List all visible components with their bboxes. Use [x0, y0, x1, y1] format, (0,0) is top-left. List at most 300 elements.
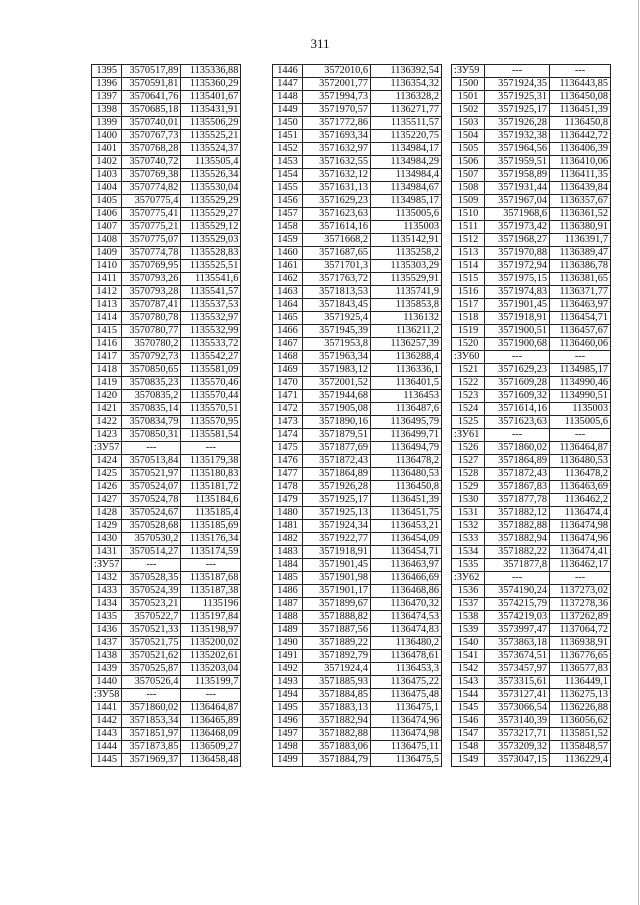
point-number: 1447 [273, 78, 303, 91]
point-number: 1498 [273, 741, 303, 754]
x-coordinate: 3571632,55 [303, 156, 371, 169]
table-row [452, 403, 611, 416]
table-row [92, 754, 241, 767]
y-coordinate: 1137064,72 [550, 624, 611, 637]
point-number: 1499 [273, 754, 303, 767]
table-row [452, 260, 611, 273]
table-row [452, 221, 611, 234]
x-coordinate: 3571701,3 [303, 260, 371, 273]
point-number: 1528 [452, 468, 485, 481]
x-coordinate: 3570517,89 [122, 65, 181, 78]
table-row [452, 377, 611, 390]
x-coordinate: 3570775,07 [122, 234, 181, 247]
table-row [273, 663, 442, 676]
table-row [273, 559, 442, 572]
point-number: 1481 [273, 520, 303, 533]
x-coordinate: 3573127,41 [485, 689, 550, 702]
x-coordinate: 3571873,85 [122, 741, 181, 754]
point-number: 1409 [92, 247, 122, 260]
table-row [452, 195, 611, 208]
table-row [92, 494, 241, 507]
y-coordinate: 1136776,65 [550, 650, 611, 663]
table-row [452, 637, 611, 650]
placeholder-dash: --- [181, 559, 241, 572]
point-number: 1427 [92, 494, 122, 507]
point-number: 1408 [92, 234, 122, 247]
table-row [92, 208, 241, 221]
x-coordinate: 3571632,97 [303, 143, 371, 156]
y-coordinate: 1135848,57 [550, 741, 611, 754]
table-row [273, 65, 442, 78]
y-coordinate: 1135181,72 [181, 481, 241, 494]
point-number: 1451 [273, 130, 303, 143]
point-number: 1541 [452, 650, 485, 663]
x-coordinate: 3571882,94 [303, 715, 371, 728]
y-coordinate: 1136474,98 [371, 728, 442, 741]
table-row [273, 598, 442, 611]
point-number: 1412 [92, 286, 122, 299]
table-row [92, 585, 241, 598]
x-coordinate: 3571968,6 [485, 208, 550, 221]
point-number: 1431 [92, 546, 122, 559]
point-number: 1483 [273, 546, 303, 559]
parcel-label: :ЗУ61 [452, 429, 485, 442]
table-row [273, 728, 442, 741]
point-number: 1396 [92, 78, 122, 91]
y-coordinate: 1136478,2 [550, 468, 611, 481]
y-coordinate: 1135532,97 [181, 312, 241, 325]
point-number: 1455 [273, 182, 303, 195]
x-coordinate: 3573209,32 [485, 741, 550, 754]
x-coordinate: 3571851,97 [122, 728, 181, 741]
x-coordinate: 3571882,22 [485, 546, 550, 559]
x-coordinate: 3573066,54 [485, 702, 550, 715]
point-number: 1398 [92, 104, 122, 117]
y-coordinate: 1135176,34 [181, 533, 241, 546]
x-coordinate: 3571867,83 [485, 481, 550, 494]
y-coordinate: 1136439,84 [550, 182, 611, 195]
y-coordinate: 1135741,9 [371, 286, 442, 299]
point-number: 1479 [273, 494, 303, 507]
y-coordinate: 1135198,97 [181, 624, 241, 637]
parcel-label: :ЗУ57 [92, 559, 122, 572]
x-coordinate: 3571864,89 [303, 468, 371, 481]
x-coordinate: 3571772,86 [303, 117, 371, 130]
point-number: 1411 [92, 273, 122, 286]
x-coordinate: 3574190,24 [485, 585, 550, 598]
point-number: 1507 [452, 169, 485, 182]
y-coordinate: 1135525,21 [181, 130, 241, 143]
x-coordinate: 3570775,21 [122, 221, 181, 234]
table-row [452, 299, 611, 312]
x-coordinate: 3571623,63 [485, 416, 550, 429]
x-coordinate: 3570526,4 [122, 676, 181, 689]
y-coordinate: 1135524,37 [181, 143, 241, 156]
point-number: 1437 [92, 637, 122, 650]
section-header-row [92, 689, 241, 702]
table-row [92, 481, 241, 494]
y-coordinate: 1136453,21 [371, 520, 442, 533]
y-coordinate: 1134985,17 [371, 195, 442, 208]
table-row [273, 208, 442, 221]
x-coordinate: 3571918,91 [485, 312, 550, 325]
point-number: 1439 [92, 663, 122, 676]
table-row [92, 299, 241, 312]
point-number: 1502 [452, 104, 485, 117]
point-number: 1421 [92, 403, 122, 416]
table-row [273, 520, 442, 533]
point-number: 1441 [92, 702, 122, 715]
point-number: 1395 [92, 65, 122, 78]
point-number: 1530 [452, 494, 485, 507]
x-coordinate: 3571883,06 [303, 741, 371, 754]
point-number: 1535 [452, 559, 485, 572]
point-number: 1490 [273, 637, 303, 650]
y-coordinate: 1136449,1 [550, 676, 611, 689]
point-number: 1435 [92, 611, 122, 624]
table-row [452, 715, 611, 728]
y-coordinate: 1135203,04 [181, 663, 241, 676]
y-coordinate: 1136480,53 [550, 455, 611, 468]
x-coordinate: 3571668,2 [303, 234, 371, 247]
x-coordinate: 3571883,13 [303, 702, 371, 715]
x-coordinate: 3571884,79 [303, 754, 371, 767]
y-coordinate: 1136391,7 [550, 234, 611, 247]
x-coordinate: 3571629,23 [303, 195, 371, 208]
placeholder-dash: --- [485, 351, 550, 364]
y-coordinate: 1136474,96 [371, 715, 442, 728]
x-coordinate: 3571918,91 [303, 546, 371, 559]
table-row [452, 585, 611, 598]
y-coordinate: 1135570,46 [181, 377, 241, 390]
section-header-row [452, 65, 611, 78]
parcel-label: :ЗУ58 [92, 689, 122, 702]
point-number: 1504 [452, 130, 485, 143]
point-number: 1410 [92, 260, 122, 273]
point-number: 1417 [92, 351, 122, 364]
table-row [273, 91, 442, 104]
y-coordinate: 1136450,8 [550, 117, 611, 130]
point-number: 1525 [452, 416, 485, 429]
y-coordinate: 1134985,17 [550, 364, 611, 377]
x-coordinate: 3571901,45 [303, 559, 371, 572]
point-number: 1514 [452, 260, 485, 273]
point-number: 1513 [452, 247, 485, 260]
table-row [92, 663, 241, 676]
x-coordinate: 3573315,61 [485, 676, 550, 689]
parcel-label: :ЗУ60 [452, 351, 485, 364]
point-number: 1545 [452, 702, 485, 715]
point-number: 1444 [92, 741, 122, 754]
table-row [273, 624, 442, 637]
point-number: 1403 [92, 169, 122, 182]
x-coordinate: 3571963,34 [303, 351, 371, 364]
y-coordinate: 1137262,89 [550, 611, 611, 624]
table-row [452, 676, 611, 689]
x-coordinate: 3571629,23 [485, 364, 550, 377]
point-number: 1475 [273, 442, 303, 455]
x-coordinate: 3570523,21 [122, 598, 181, 611]
table-row [92, 598, 241, 611]
point-number: 1515 [452, 273, 485, 286]
section-header-row [452, 351, 611, 364]
table-row [273, 676, 442, 689]
table-row [452, 559, 611, 572]
y-coordinate: 1136442,72 [550, 130, 611, 143]
y-coordinate: 1135529,29 [181, 195, 241, 208]
point-number: 1493 [273, 676, 303, 689]
y-coordinate: 1136494,79 [371, 442, 442, 455]
x-coordinate: 3573863,18 [485, 637, 550, 650]
x-coordinate: 3571901,98 [303, 572, 371, 585]
y-coordinate: 1136229,4 [550, 754, 611, 767]
y-coordinate: 1135187,68 [181, 572, 241, 585]
point-number: 1526 [452, 442, 485, 455]
table-row [273, 104, 442, 117]
y-coordinate: 1136458,48 [181, 754, 241, 767]
x-coordinate: 3571964,56 [485, 143, 550, 156]
y-coordinate: 1136509,27 [181, 741, 241, 754]
x-coordinate: 3571900,68 [485, 338, 550, 351]
table-row [452, 507, 611, 520]
table-row [92, 520, 241, 533]
y-coordinate: 1135005,6 [371, 208, 442, 221]
x-coordinate: 3571959,51 [485, 156, 550, 169]
point-number: 1511 [452, 221, 485, 234]
y-coordinate: 1136257,39 [371, 338, 442, 351]
x-coordinate: 3571944,68 [303, 390, 371, 403]
x-coordinate: 3571958,89 [485, 169, 550, 182]
x-coordinate: 3571924,35 [485, 78, 550, 91]
y-coordinate: 1136392,54 [371, 65, 442, 78]
parcel-label: :ЗУ57 [92, 442, 122, 455]
placeholder-dash: --- [122, 559, 181, 572]
point-number: 1426 [92, 481, 122, 494]
table-row [273, 468, 442, 481]
x-coordinate: 3571900,51 [485, 325, 550, 338]
x-coordinate: 3571609,28 [485, 377, 550, 390]
point-number: 1450 [273, 117, 303, 130]
x-coordinate: 3570524,78 [122, 494, 181, 507]
table-row [273, 429, 442, 442]
y-coordinate: 1135199,7 [181, 676, 241, 689]
x-coordinate: 3570775,41 [122, 208, 181, 221]
table-row [452, 520, 611, 533]
placeholder-dash: --- [122, 689, 181, 702]
y-coordinate: 1136386,78 [550, 260, 611, 273]
table-row [273, 390, 442, 403]
point-number: 1506 [452, 156, 485, 169]
point-number: 1532 [452, 520, 485, 533]
y-coordinate: 1136361,52 [550, 208, 611, 221]
x-coordinate: 3571925,31 [485, 91, 550, 104]
y-coordinate: 1135529,12 [181, 221, 241, 234]
section-header-row [92, 559, 241, 572]
y-coordinate: 1136474,4 [550, 507, 611, 520]
point-number: 1438 [92, 650, 122, 663]
table-row [273, 533, 442, 546]
point-number: 1482 [273, 533, 303, 546]
y-coordinate: 1136450,8 [371, 481, 442, 494]
y-coordinate: 1135505,4 [181, 156, 241, 169]
point-number: 1505 [452, 143, 485, 156]
point-number: 1442 [92, 715, 122, 728]
table-row [92, 182, 241, 195]
x-coordinate: 3571972,94 [485, 260, 550, 273]
y-coordinate: 1136495,79 [371, 416, 442, 429]
x-coordinate: 3571994,73 [303, 91, 371, 104]
point-number: 1488 [273, 611, 303, 624]
point-number: 1467 [273, 338, 303, 351]
y-coordinate: 1136470,32 [371, 598, 442, 611]
point-number: 1538 [452, 611, 485, 624]
x-coordinate: 3571973,42 [485, 221, 550, 234]
y-coordinate: 1136475,22 [371, 676, 442, 689]
x-coordinate: 3571614,16 [485, 403, 550, 416]
y-coordinate: 1135003 [550, 403, 611, 416]
point-number: 1520 [452, 338, 485, 351]
y-coordinate: 1136410,06 [550, 156, 611, 169]
y-coordinate: 1136451,75 [371, 507, 442, 520]
table-row [452, 143, 611, 156]
point-number: 1407 [92, 221, 122, 234]
table-row [452, 338, 611, 351]
point-number: 1518 [452, 312, 485, 325]
y-coordinate: 1136577,83 [550, 663, 611, 676]
point-number: 1416 [92, 338, 122, 351]
point-number: 1549 [452, 754, 485, 767]
point-number: 1418 [92, 364, 122, 377]
x-coordinate: 3571879,51 [303, 429, 371, 442]
point-number: 1487 [273, 598, 303, 611]
table-row [273, 715, 442, 728]
y-coordinate: 1136474,41 [550, 546, 611, 559]
point-number: 1486 [273, 585, 303, 598]
x-coordinate: 3570524,39 [122, 585, 181, 598]
y-coordinate: 1136480,53 [371, 468, 442, 481]
table-row [452, 728, 611, 741]
table-row [92, 390, 241, 403]
x-coordinate: 3570850,65 [122, 364, 181, 377]
x-coordinate: 3571882,88 [485, 520, 550, 533]
x-coordinate: 3570513,84 [122, 455, 181, 468]
x-coordinate: 3570792,73 [122, 351, 181, 364]
point-number: 1465 [273, 312, 303, 325]
table-row [92, 611, 241, 624]
table-row [273, 143, 442, 156]
table-row [273, 325, 442, 338]
y-coordinate: 1136454,71 [371, 546, 442, 559]
point-number: 1539 [452, 624, 485, 637]
point-number: 1508 [452, 182, 485, 195]
table-row [92, 351, 241, 364]
table-row [452, 689, 611, 702]
table-row [273, 637, 442, 650]
y-coordinate: 1135185,4 [181, 507, 241, 520]
y-coordinate: 1136474,96 [550, 533, 611, 546]
table-row [273, 546, 442, 559]
x-coordinate: 3570793,28 [122, 286, 181, 299]
x-coordinate: 3570775,4 [122, 195, 181, 208]
y-coordinate: 1135533,72 [181, 338, 241, 351]
placeholder-dash: --- [122, 442, 181, 455]
y-coordinate: 1136463,97 [550, 299, 611, 312]
x-coordinate: 3571924,4 [303, 663, 371, 676]
y-coordinate: 1136475,11 [371, 741, 442, 754]
x-coordinate: 3571926,28 [485, 117, 550, 130]
y-coordinate: 1135200,02 [181, 637, 241, 650]
point-number: 1522 [452, 377, 485, 390]
y-coordinate: 1135525,51 [181, 260, 241, 273]
table-row [273, 156, 442, 169]
point-number: 1484 [273, 559, 303, 572]
table-row [92, 65, 241, 78]
table-row [92, 247, 241, 260]
y-coordinate: 1135003 [371, 221, 442, 234]
y-coordinate: 1136499,71 [371, 429, 442, 442]
y-coordinate: 1136464,87 [181, 702, 241, 715]
y-coordinate: 1136463,69 [550, 481, 611, 494]
y-coordinate: 1136475,1 [371, 702, 442, 715]
point-number: 1546 [452, 715, 485, 728]
table-row [273, 416, 442, 429]
point-number: 1524 [452, 403, 485, 416]
table-row [452, 598, 611, 611]
x-coordinate: 3570769,38 [122, 169, 181, 182]
x-coordinate: 3570521,62 [122, 650, 181, 663]
table-row [273, 338, 442, 351]
point-number: 1428 [92, 507, 122, 520]
table-row [273, 117, 442, 130]
y-coordinate: 1136474,83 [371, 624, 442, 637]
x-coordinate: 3571763,72 [303, 273, 371, 286]
x-coordinate: 3571970,57 [303, 104, 371, 117]
table-row [92, 312, 241, 325]
table-row [273, 702, 442, 715]
point-number: 1424 [92, 455, 122, 468]
y-coordinate: 1136381,65 [550, 273, 611, 286]
table-row [273, 130, 442, 143]
y-coordinate: 1136354,32 [371, 78, 442, 91]
x-coordinate: 3570774,82 [122, 182, 181, 195]
coordinate-table-right [451, 64, 611, 767]
x-coordinate: 3570514,27 [122, 546, 181, 559]
y-coordinate: 1135532,99 [181, 325, 241, 338]
table-row [452, 611, 611, 624]
x-coordinate: 3571872,43 [303, 455, 371, 468]
x-coordinate: 3571888,82 [303, 611, 371, 624]
point-number: 1456 [273, 195, 303, 208]
y-coordinate: 1135529,91 [371, 273, 442, 286]
table-row [92, 169, 241, 182]
x-coordinate: 3571877,69 [303, 442, 371, 455]
point-number: 1491 [273, 650, 303, 663]
y-coordinate: 1136468,86 [371, 585, 442, 598]
x-coordinate: 3570591,81 [122, 78, 181, 91]
table-row [273, 377, 442, 390]
y-coordinate: 1136460,06 [550, 338, 611, 351]
table-row [452, 91, 611, 104]
table-row [92, 455, 241, 468]
table-row [273, 351, 442, 364]
y-coordinate: 1134984,29 [371, 156, 442, 169]
table-row [92, 104, 241, 117]
point-number: 1402 [92, 156, 122, 169]
point-number: 1399 [92, 117, 122, 130]
point-number: 1496 [273, 715, 303, 728]
table-row [452, 663, 611, 676]
x-coordinate: 3571925,4 [303, 312, 371, 325]
